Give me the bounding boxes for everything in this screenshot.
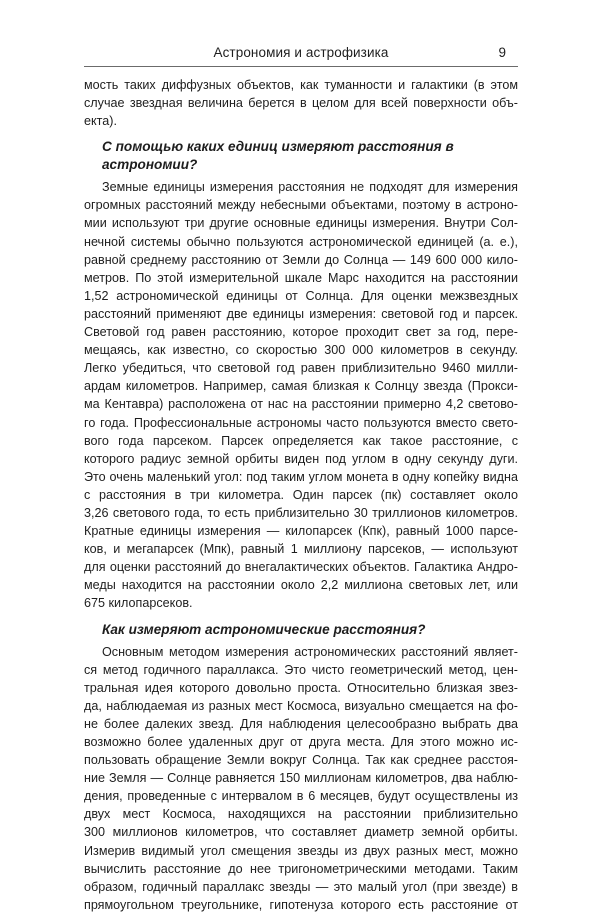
text-line: ся метод годичного параллакса. Это чисто геометрический метод, цен- — [84, 662, 518, 677]
text-line: вычислить расстояние до нее тригонометрическими методами. Таким — [84, 861, 518, 876]
text-line: ма Кентавра) расположена от нас на расстоянии примерно 4,2 светово- — [84, 397, 518, 412]
text-line: ние Земля — Солнце равняется 150 миллионам километров, два наблю- — [84, 771, 518, 786]
text-line: расстояний применяют две единицы измерения: световой год и парсек. — [84, 306, 518, 321]
page-number: 9 — [498, 45, 506, 60]
text-line: огромных расстояний между небесными объектами, поэтому в астроно- — [84, 198, 518, 213]
text-line: возможно более удаленных друг от друга места. Для этого можно ис- — [84, 735, 518, 749]
text-line: мещаясь, как известно, со скоростью 300 000 километров в секунду. — [84, 343, 518, 358]
section-heading-units: С помощью каких единиц измеряют расстояния в астрономии? — [102, 139, 454, 173]
text-line: да, наблюдаемая из разных мест Космоса, визуально смещается на фо- — [84, 698, 518, 713]
text-line: Это очень маленький угол: под таким углом монета в одну копейку видна — [84, 469, 518, 484]
text-line: ардам километров. Например, самая близкая к Солнцу звезда (Прокси- — [84, 379, 518, 394]
text-line: мость таких диффузных объектов, как туманности и галактики (в этом — [84, 78, 518, 92]
section-paragraph-units — [84, 178, 518, 612]
text-line: Земные единицы измерения расстояния не подходят для измерения — [102, 180, 518, 195]
section-heading-methods: Как измеряют астрономические расстояния? — [102, 621, 426, 637]
text-line: метров. По этой измерительной шкале Марс находится на расстоянии — [84, 270, 518, 285]
text-line: нечной системы обычно пользуются астрономической единицей (а. е.), — [84, 234, 518, 249]
text-line: 300 миллионов километров, что составляет диаметр земной орбиты. — [84, 825, 518, 840]
text-line: Основным методом измерения астрономических расстояний являет- — [102, 644, 518, 659]
text-line: образом, годичный параллакс звезды — это малый угол (при звезде) в — [84, 879, 518, 894]
section-paragraph-methods — [84, 643, 518, 914]
text-line: го года. Профессиональные астрономы часто пользуются вместо свето- — [84, 415, 518, 430]
text-line: Легко убедиться, что световой год равен приблизительно 9460 милли- — [84, 361, 518, 376]
text-line: пользовать обращение Земли вокруг Солнца. Так как среднее расстоя- — [84, 753, 518, 768]
text-line: Световой год равен расстоянию, которое проходит свет за год, пере- — [84, 325, 518, 340]
text-line: не более далеких звезд. Для наблюдения целесообразно выбрать два — [84, 716, 518, 731]
text-line: 3,26 светового года, то есть приблизительно 30 триллионов километров. — [84, 505, 518, 520]
text-line: которого радиус земной орбиты виден под углом в одну секунду дуги. — [84, 451, 518, 466]
text-line: прямоугольном треугольнике, гипотенуза которого есть расстояние от — [84, 897, 518, 912]
text-line: двух мест Космоса, находящихся на расстоянии приблизительно — [84, 807, 518, 822]
text-line: для оценки расстояний до внегалактических объектов. Галактика Андро- — [84, 560, 518, 575]
text-line: меды находится на расстоянии около 2,2 миллиона световых лет, или — [84, 578, 518, 593]
intro-paragraph — [84, 76, 518, 130]
text-line: мии используют три другие основные единицы измерения. Внутри Сол- — [84, 216, 518, 231]
running-header — [84, 44, 518, 67]
text-line: тральная идея которого довольно проста. Относительно близкая звез- — [84, 680, 518, 695]
page-body — [84, 76, 518, 914]
text-line: случае звездная величина берется в целом для всей поверхности объ- — [84, 96, 518, 111]
text-line: 1,52 астрономической единицы от Солнца. Для оценки межзвездных — [84, 288, 518, 303]
text-line: дения, проведенные с интервалом в 6 месяцев, будут осуществлены из — [84, 789, 518, 804]
text-line: вого года парсеком. Парсек определяется как такое расстояние, с — [84, 433, 518, 448]
text-line: с расстояния в три километра. Один парсек (пк) составляет около — [84, 487, 518, 502]
text-line: Измерив видимый угол смещения звезды из двух разных мест, можно — [84, 843, 518, 858]
running-title: Астрономия и астрофизика — [213, 45, 389, 60]
text-line: равной среднему расстоянию от Земли до Солнца — 149 600 000 кило- — [84, 252, 518, 267]
text-line: Кратные единицы измерения — килопарсек (Кпк), равный 1000 парсе- — [84, 524, 518, 539]
text-line: екта). — [84, 114, 117, 129]
text-line: ков, и мегапарсек (Мпк), равный 1 миллиону парсеков, — используют — [84, 542, 518, 557]
text-line: 675 килопарсеков. — [84, 596, 193, 611]
